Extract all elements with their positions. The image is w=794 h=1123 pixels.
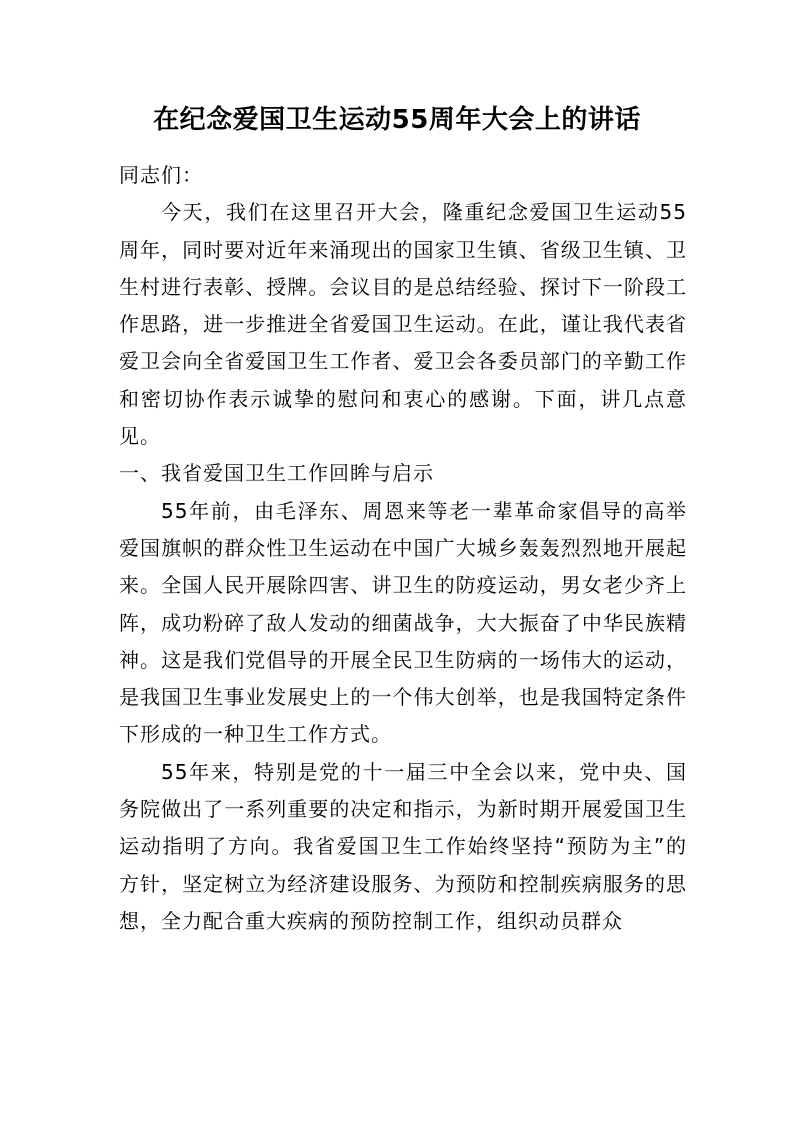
document-body (119, 157, 687, 940)
paragraph-progress: 55年来，特别是党的十一届三中全会以来，党中央、国务院做出了一系列重要的决定和指示，为新时期开展爱国卫生运动指明了方向。我省爱国卫生工作始终坚持“预防为主”的方针，坚定树立为经济建设服务、为预防和控制疾病服务的思想，全力配合重大疾病的预防控制工作，组织动员群众 (119, 759, 687, 933)
paragraph-intro: 今天，我们在这里召开大会，隆重纪念爱国卫生运动55周年，同时要对近年来涌现出的国家卫生镇、省级卫生镇、卫生村进行表彰、授牌。会议目的是总结经验、探讨下一阶段工作思路，进一步推进全省爱国卫生运动。在此，谨让我代表省爱卫会向全省爱国卫生工作者、爱卫会各委员部门的辛勤工作和密切协作表示诚挚的慰问和衷心的感谢。下面，讲几点意见。 (119, 200, 687, 449)
section-heading: 一、我省爱国卫生工作回眸与启示 (119, 461, 434, 486)
document-title: 在纪念爱国卫生运动55周年大会上的讲话 (153, 105, 641, 135)
salutation: 同志们： (119, 163, 203, 187)
paragraph-history: 55年前，由毛泽东、周恩来等老一辈革命家倡导的高举爱国旗帜的群众性卫生运动在中国广大城乡轰轰烈烈地开展起来。全国人民开展除四害、讲卫生的防疫运动，男女老少齐上阵，成功粉碎了敌人发动的细菌战争，大大振奋了中华民族精神。这是我们党倡导的开展全民卫生防病的一场伟大的运动，是我国卫生事业发展史上的一个伟大创举，也是我国特定条件下形成的一种卫生工作方式。 (119, 498, 687, 747)
